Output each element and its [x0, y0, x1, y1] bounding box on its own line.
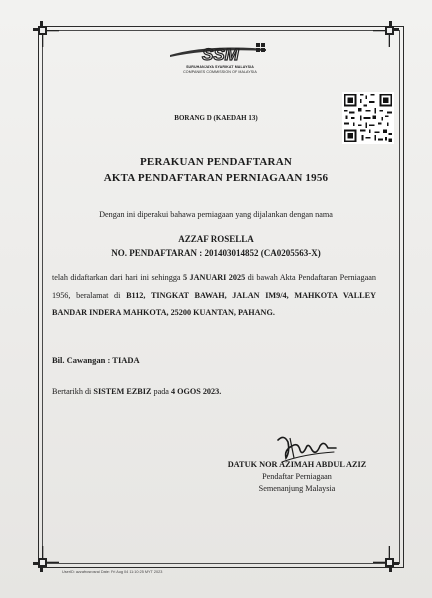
signatory-region: Semenanjung Malaysia: [258, 484, 336, 493]
corner-ornament-icon: [33, 546, 59, 572]
branch-count: Bil. Cawangan : TIADA: [52, 355, 140, 365]
corner-ornament-icon: [33, 21, 59, 47]
statement-text: telah didaftarkan dari hari ini sehingga: [52, 273, 183, 282]
issue-date-line: [52, 387, 221, 396]
business-name: AZZAF ROSELLA: [178, 234, 254, 244]
signatory-title: Pendaftar Perniagaan: [262, 472, 332, 481]
certificate-title: PERAKUAN PENDAFTARAN: [140, 156, 292, 168]
logo-org-name-malay: SURUHANJAYA SYARIKAT MALAYSIA: [186, 65, 254, 69]
business-address: B112, TINGKAT BAWAH, JALAN IM9/4, MAHKOTA VALLEY BANDAR INDERA MAHKOTA, 25200 KUANTAN, PAHANG.: [52, 290, 376, 317]
dated-prefix: Bertarikh di: [52, 387, 94, 396]
logo-org-name-english: COMPANIES COMMISSION OF MALAYSIA: [183, 70, 257, 74]
issue-date: 4 OGOS 2023.: [170, 387, 222, 396]
corner-ornament-icon: [373, 21, 399, 47]
svg-text:SSM: SSM: [202, 45, 239, 64]
ssm-logo-icon: [168, 40, 272, 64]
statement-text: di bawah Akta Pendaftaran Perniagaan 1956, beralamat di: [52, 273, 377, 300]
issuing-system: SISTEM EZBIZ: [93, 387, 152, 396]
signatory-name: DATUK NOR AZIMAH ABDUL AZIZ: [227, 460, 367, 469]
intro-text: Dengan ini diperakui bahawa perniagaan yang dijalankan dengan nama: [99, 210, 333, 219]
act-title: AKTA PENDAFTARAN PERNIAGAAN 1956: [103, 172, 329, 184]
expiry-date: 5 JANUARI 2025: [183, 273, 246, 282]
corner-ornament-icon: [373, 546, 399, 572]
dated-middle: pada: [151, 387, 171, 396]
footer-user-info: UserID: azzafrosrosrai Date: Fri Aug 04 11:10:25 MYT 2023: [62, 570, 163, 574]
registration-number: NO. PENDAFTARAN : 201403014852 (CA0205563-X): [111, 248, 321, 258]
form-label: BORANG D (KAEDAH 13): [174, 114, 258, 122]
ssm-logo: [168, 40, 272, 80]
registration-statement: [52, 269, 376, 322]
